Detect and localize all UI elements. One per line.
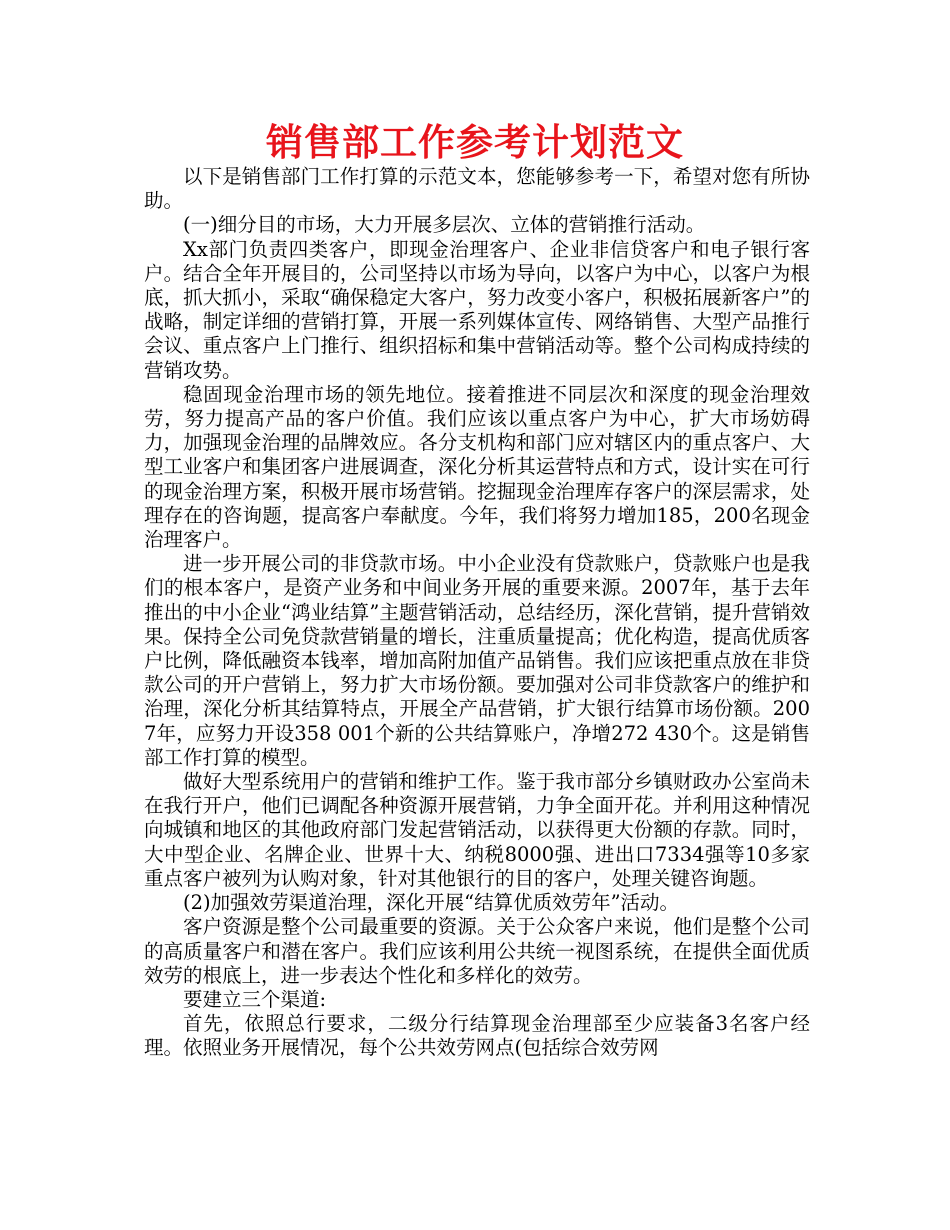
paragraph-customer-types: Xx部门负责四类客户，即现金治理客户、企业非信贷客户和电子银行客户。结合全年开展目的，公司坚持以市场为导向，以客户为中心，以客户为根底，抓大抓小，采取“确保稳定大客户，努力改变小客户，积极拓展新客户”的战略，制定详细的营销打算，开展一系列媒体宣传、网络销售、大型产品推行会议、重点客户上门推行、组织招标和集中营销活动等。整个公司构成持续的营销攻势。 <box>144 237 810 382</box>
paragraph-three-channels: 要建立三个渠道: <box>183 987 327 1011</box>
document-title: 销售部工作参考计划范文 <box>266 121 684 164</box>
paragraph-large-system-users: 做好大型系统用户的营销和维护工作。鉴于我市部分乡镇财政办公室尚未在我行开户，他们已调配各种资源开展营销，力争全面开花。并利用这种情况向城镇和地区的其他政府部门发起营销活动，以获得更大份额的存款。同时，大中型企业、名牌企业、世界十大、纳税8000强、进出口7334强等10多家重点客户被列为认购对象，针对其他银行的目的客户，处理关键咨询题。 <box>144 770 810 890</box>
paragraph-customer-resources: 客户资源是整个公司最重要的资源。关于公众客户来说，他们是整个公司的高质量客户和潜在客户。我们应该利用公共统一视图系统，在提供全面优质效劳的根底上，进一步表达个性化和多样化的效劳。 <box>144 915 810 987</box>
paragraph-section-2-heading: (2)加强效劳渠道治理，深化开展“结算优质效劳年”活动。 <box>183 891 680 915</box>
paragraph-section-1-heading: (一)细分目的市场，大力开展多层次、立体的营销推行活动。 <box>183 213 706 237</box>
paragraph-intro: 以下是销售部门工作打算的示范文本，您能够参考一下，希望对您有所协助。 <box>144 165 810 213</box>
paragraph-non-loan-market: 进一步开展公司的非贷款市场。中小企业没有贷款账户，贷款账户也是我们的根本客户，是资产业务和中间业务开展的重要来源。2007年，基于去年推出的中小企业“鸿业结算”主题营销活动，总结经历，深化营销，提升营销效果。保持全公司免贷款营销量的增长，注重质量提高；优化构造，提高优质客户比例，降低融资本钱率，增加高附加值产品销售。我们应该把重点放在非贷款公司的开户营销上，努力扩大市场份额。要加强对公司非贷款客户的维护和治理，深化分析其结算特点，开展全产品营销，扩大银行结算市场份额。2007年，应努力开设358 001个新的公共结算账户，净增272 430个。这是销售部工作打算的模型。 <box>144 552 810 769</box>
paragraph-cash-management: 稳固现金治理市场的领先地位。接着推进不同层次和深度的现金治理效劳，努力提高产品的客户价值。我们应该以重点客户为中心，扩大市场妨碍力，加强现金治理的品牌效应。各分支机构和部门应对辖区内的重点客户、大型工业客户和集团客户进展调查，深化分析其运营特点和方式，设计实在可行的现金治理方案，积极开展市场营销。挖掘现金治理库存客户的深层需求，处理存在的咨询题，提高客户奉献度。今年，我们将努力增加185，200名现金治理客户。 <box>144 382 810 552</box>
document-body <box>144 165 810 1061</box>
paragraph-first-channel: 首先，依照总行要求，二级分行结算现金治理部至少应装备3名客户经理。依照业务开展情况，每个公共效劳网点(包括综合效劳网 <box>144 1012 810 1060</box>
